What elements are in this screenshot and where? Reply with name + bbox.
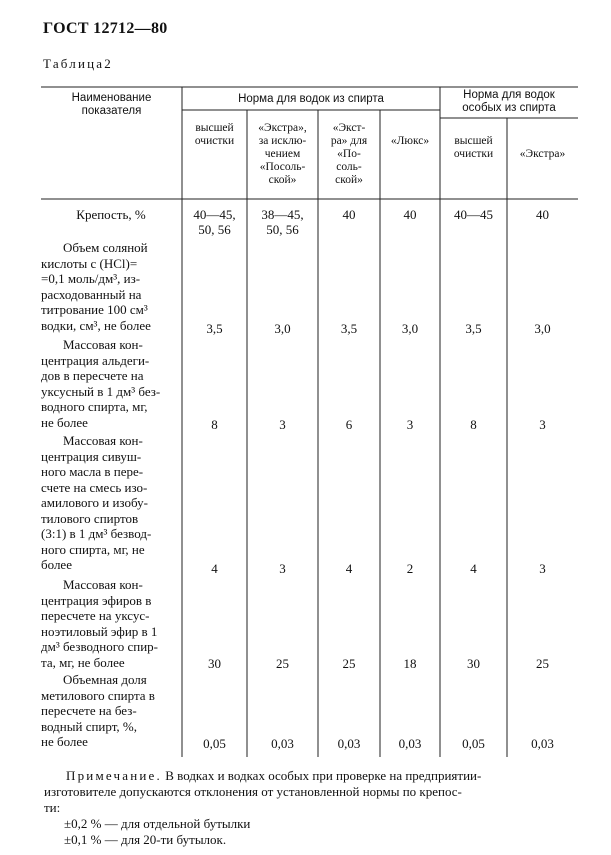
cell-line: 50, 56 [198, 222, 231, 237]
header-col-line: очистки [453, 148, 494, 160]
table-cell: 8 [211, 417, 218, 432]
header-col-line: высшей [195, 122, 234, 134]
row-label-line: пересчете на без- [41, 703, 137, 718]
header-name-line: показателя [81, 105, 142, 117]
header-special-line: особых из спирта [462, 102, 556, 114]
header-col-line: «Люкс» [390, 135, 430, 147]
table-cell [440, 207, 507, 222]
header-col-line: очистки [194, 135, 235, 147]
row-label-line: центрация эфиров в [41, 592, 152, 608]
header-col-line: «По- [337, 148, 361, 160]
cell-line: 40 [342, 207, 356, 222]
header-col-line: чением [264, 148, 301, 160]
table-cell: 0,03 [398, 736, 422, 751]
table-cell: 3,5 [465, 321, 482, 336]
table-cell: 8 [470, 417, 477, 432]
row-label-line: водного спирта, мг, [41, 399, 148, 414]
header-group-special [440, 89, 578, 115]
row-label-line: не более [41, 414, 88, 430]
row-label-line: дм³ безводного спир- [41, 639, 159, 654]
header-col-line: «Посоль- [259, 161, 306, 173]
row-label-line: Массовая кон- [63, 577, 143, 592]
row-label-strength [41, 207, 181, 223]
doc-title: ГОСТ 12712—80 [43, 20, 168, 37]
row-label-fusel-oil [41, 433, 181, 573]
row-label-line: Массовая кон- [63, 337, 143, 352]
row-label-line: уксусный в 1 дм³ без- [41, 383, 161, 399]
header-group-vodka: Норма для водок из спирта [238, 93, 384, 105]
row-label-line: та, мг, не более [41, 654, 125, 670]
cell-line: 38—45, [261, 207, 304, 222]
table-cell: 18 [403, 656, 417, 671]
table-cell [182, 207, 247, 237]
table-cell: 3,5 [340, 321, 358, 336]
row-label-line: =0,1 моль/дм³, из- [41, 271, 141, 286]
row-label-line: более [41, 557, 72, 572]
row-label-line: Объем соляной [63, 240, 148, 255]
note-heading: Примечание. [66, 768, 162, 783]
row-label-line: водки, см³, не более [41, 317, 151, 333]
cell-line: 40 [403, 207, 417, 222]
row-label-methanol [41, 672, 181, 750]
table-cell: 6 [345, 417, 353, 432]
cell-line: 40 [536, 207, 549, 222]
cell-line: 50, 56 [266, 222, 299, 237]
row-label-line: метилового спирта в [41, 687, 155, 703]
row-label-esters [41, 577, 181, 670]
note-item: ±0,1 % — для 20-ти бутылок. [64, 832, 227, 847]
table-cell: 3 [539, 417, 546, 432]
row-label-line: не более [41, 734, 88, 749]
row-label-line: Крепость, % [76, 207, 146, 222]
header-col-line: «Экст- [332, 122, 366, 134]
row-label-line: ного масла в пере- [41, 464, 144, 479]
table-cell: 3 [539, 561, 546, 576]
header-name-line: Наименование [71, 92, 152, 104]
table-cell: 3 [406, 417, 414, 432]
header-col-line: за исклю- [258, 135, 307, 147]
table-cell: 3,0 [534, 321, 551, 336]
row-label-line: Массовая кон- [63, 433, 143, 448]
note-line [44, 768, 584, 784]
table-cell: 3 [279, 561, 286, 576]
header-col-6 [507, 148, 578, 161]
header-col-line: «Экстра», [258, 122, 307, 134]
header-col-line: ра» для [330, 135, 368, 147]
row-label-line: ного спирта, мг, не [41, 541, 145, 557]
table-cell: 30 [467, 656, 480, 671]
header-col-line: соль- [336, 161, 362, 173]
table-label: Таблица2 [43, 56, 113, 71]
table-cell: 25 [276, 656, 289, 671]
table-cell [380, 207, 440, 222]
table-note [44, 768, 584, 848]
row-label-line: дов в пересчете на [41, 368, 144, 383]
table-cell: 30 [208, 656, 221, 671]
row-label-line: амилового и изобу- [41, 495, 148, 510]
table-cell: 0,03 [337, 736, 361, 751]
row-label-line: центрация сивуш- [41, 448, 142, 464]
header-col-line: высшей [454, 135, 493, 147]
note-item: ±0,2 % — для отдельной бутылки [64, 816, 251, 831]
row-label-line: кислоты с (HCl)= [41, 255, 138, 271]
header-col-line: ской» [335, 174, 363, 186]
header-col-line: ской» [268, 174, 297, 186]
table-cell: 0,05 [203, 736, 226, 751]
header-col-5 [440, 135, 507, 161]
header-col-3 [318, 122, 380, 187]
header-name-column [41, 92, 182, 118]
note-line: ти: [44, 800, 61, 815]
header-col-2 [247, 122, 318, 187]
note-text: В водках и водках особых при проверке на предприятии- [161, 768, 482, 783]
table-cell: 3 [279, 417, 286, 432]
table-cell: 3,0 [274, 321, 291, 336]
header-col-4 [380, 135, 440, 148]
table-cell [247, 207, 318, 237]
row-label-hcl [41, 240, 181, 333]
note-line: изготовителе допускаются отклонения от установленной нормы по крепос- [44, 784, 462, 799]
row-label-line: центрация альдеги- [41, 352, 150, 368]
row-label-line: ноэтиловый эфир в 1 [41, 623, 158, 639]
row-label-line: водный спирт, %, [41, 718, 137, 734]
row-label-line: расходованный на [41, 286, 142, 302]
table-cell: 4 [345, 561, 353, 576]
table-cell: 4 [470, 561, 477, 576]
table-cell: 0,03 [271, 736, 294, 751]
table-cell: 25 [342, 656, 356, 671]
row-label-aldehydes [41, 337, 181, 430]
table-cell [507, 207, 578, 222]
row-label-line: (3:1) в 1 дм³ безвод- [41, 526, 152, 541]
row-label-line: счете на смесь изо- [41, 479, 148, 495]
header-col-1 [182, 122, 247, 148]
row-label-line: титрование 100 см³ [41, 302, 148, 317]
table-cell [318, 207, 380, 222]
table-cell: 2 [406, 561, 414, 576]
row-label-line: пересчете на уксус- [41, 608, 150, 623]
row-label-line: тилового спиртов [41, 510, 139, 526]
cell-line: 40—45 [454, 207, 493, 222]
table-cell: 0,03 [531, 736, 554, 751]
header-special-line: Норма для водок [463, 89, 555, 101]
table-cell: 25 [536, 656, 549, 671]
row-label-line: Объемная доля [63, 672, 147, 687]
table-cell: 3,0 [401, 321, 419, 336]
header-col-line: «Экстра» [519, 148, 566, 160]
table-cell: 3,5 [206, 321, 223, 336]
table-cell: 4 [211, 561, 218, 576]
table-cell: 0,05 [462, 736, 485, 751]
cell-line: 40—45, [193, 207, 236, 222]
